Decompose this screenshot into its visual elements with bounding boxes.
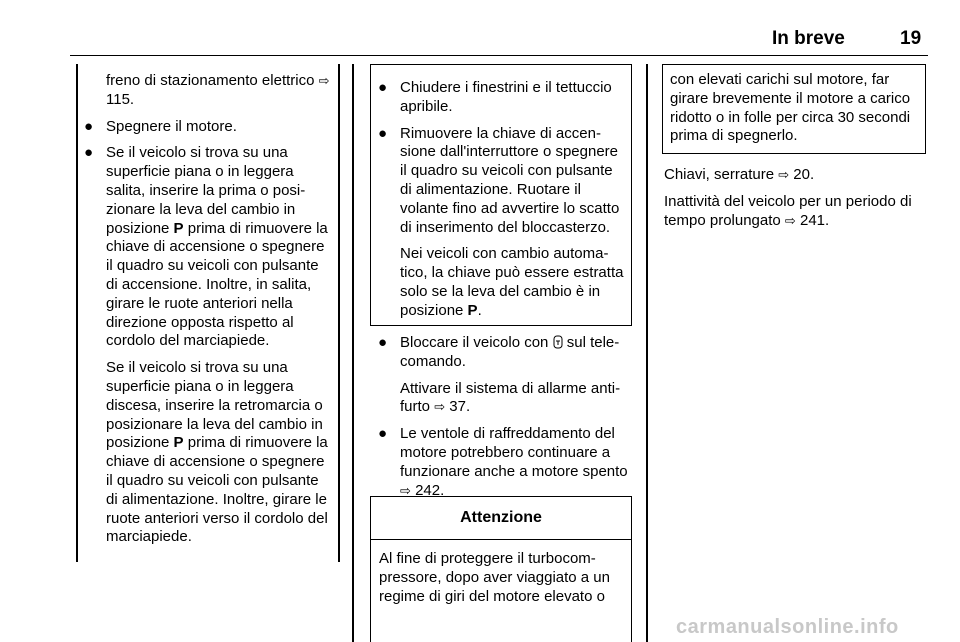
continued-note-box [370,64,632,326]
list-item: ● Le ventole di raffreddamento del motore potrebbero continuare a funzionare anche a motore spento ⇨ 242. [378,425,628,499]
arrow-right-icon: ⇨ [318,73,330,88]
bullet-icon: ● [84,144,94,162]
attention-box [370,496,632,642]
bullet-icon: ● [378,425,388,443]
arrow-right-icon: ⇨ [784,212,796,228]
list-item: ● Se il veicolo si trova su una superficie piana o in leggera salita, inserire la prima o posizionare la leva del cambio in posizione P prima di rimuovere la chiave di accensione o spegnere il quadro su veicoli con pulsante di accensione. Inoltre, in salita, girare le ruote anteriori nella direzione opposta rispetto al cordolo del marciapiede. [84,144,328,350]
reference-line: Chiavi, serrature ⇨ 20. [664,166,815,183]
list-item: ● Chiudere i finestrini e il tettuccio apribile. [378,79,612,115]
page-reference-link[interactable]: 115. [106,90,135,108]
bullet-icon: ● [84,117,94,135]
page-reference-link[interactable]: 37. [449,398,471,416]
column-3 [664,166,932,238]
bullet-icon: ● [378,124,388,142]
continued-paragraph: freno di stazionamento elettrico ⇨ 115. [106,72,330,108]
attention-continued-box [662,64,926,154]
column1-right-rule [338,64,340,562]
page-reference-link[interactable]: 241. [800,211,830,229]
bullet-icon: ● [378,79,388,96]
attention-text: Al fine di proteggere il turbocompressore, dopo aver viaggiato a un regime di giri del motore elevato o [379,550,610,605]
paragraph: Nei veicoli con cambio automatico, la chiave può essere estratta solo se la leva del cambio è in posizione P. [400,245,624,319]
header-divider [70,55,928,56]
attention-continued-text: con elevati carichi sul motore, far girare brevemente il motore a carico ridotto o in folle per circa 30 secondi prima di spegnerlo. [670,71,911,145]
column2-left-rule [352,64,354,642]
arrow-right-icon: ⇨ [778,167,790,182]
arrow-right-icon: ⇨ [400,482,411,498]
column-1 [84,72,330,555]
attention-title: Attenzione [371,497,631,540]
list-item: ● Spegnere il motore. [84,117,237,135]
column-2-lower [378,334,634,508]
bullet-icon: ● [378,334,388,351]
reference-line: Inattività del veicolo per un periodo di tempo prolungato ⇨ 241. [664,192,912,229]
list-item: ● Rimuovere la chiave di accensione dall'interruttore o spegnere il quadro su veicoli con pulsante di alimentazione. Ruotare il volante fino ad avvertire lo scatto di inserimento del bloccasterzo. [378,124,620,236]
list-item: ● Bloccare il veicolo con sul telecomando. [378,334,620,370]
arrow-right-icon: ⇨ [434,399,446,415]
watermark: carmanualsonline.info [676,616,899,638]
column1-left-rule [76,64,78,562]
section-title: In breve [772,28,845,49]
lock-icon [553,334,567,351]
paragraph: Se il veicolo si trova su una superficie piana o in leggera discesa, inserire la retromarcia o posizionare la leva del cambio in posizione P prima di rimuovere la chiave di accensione o spegnere il quadro su veicoli con pulsante di alimentazione. Inoltre, girare le ruote anteriori verso il cordolo del marciapiede. [106,359,328,546]
column2-right-rule [646,64,648,642]
page-reference-link[interactable]: 20. [793,166,815,183]
page-number: 19 [900,28,922,49]
page-reference-link[interactable]: 242. [415,481,445,499]
paragraph: Attivare il sistema di allarme antifurto ⇨ 37. [400,379,621,416]
